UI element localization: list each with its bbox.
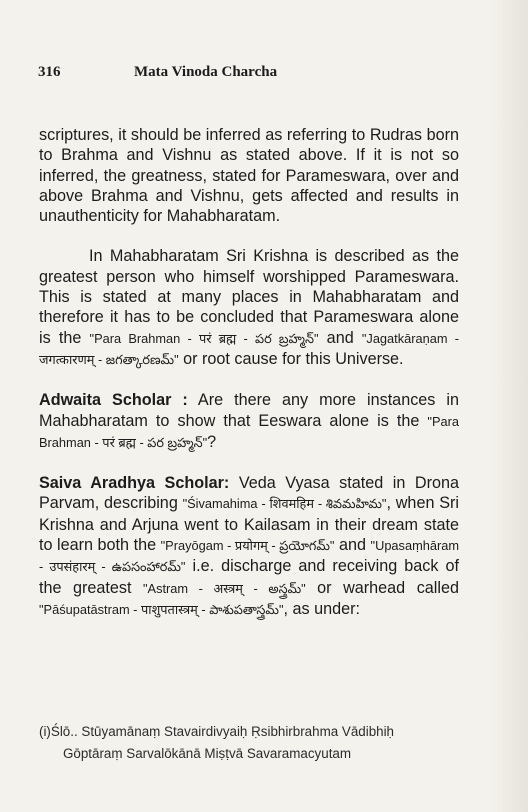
para2-text-3: or root cause for this Universe. [178, 349, 404, 368]
para4-text-3: and [334, 536, 371, 555]
page-edge-shadow [490, 0, 528, 812]
para4-text-5: or warhead called [305, 578, 459, 597]
page-header [38, 64, 488, 86]
term-jagatkaranam: "Jagatkāraṇam - जगत्कारणम् - జగత్కారణమ్" [39, 330, 460, 367]
term-pasupatastram: "Pāśupatāstram - पाशुपतास्त्रम् - పాశుపతాస్త్రమ్" [39, 601, 284, 617]
paragraph-2 [39, 246, 459, 370]
term-prayogam: "Prayōgam - प्रयोगम् - ప్రయోగమ్" [160, 538, 335, 554]
term-sivamahima: "Śivamahima - शिवमहिम - శివమహిమ" [182, 496, 387, 512]
term-upasamharam: "Upasaṃhāram - उपसंहारम् - ఉపసంహారమ్" [39, 538, 459, 575]
para3-text-1: Are there any more instances in Mahabharatam to show that Eeswara alone is the [39, 391, 459, 430]
para4-text-1: Veda Vyasa stated in Drona Parvam, describing [39, 474, 459, 513]
page-number: 316 [38, 64, 61, 80]
para4-text-4: i.e. discharge and receiving back of the greatest [39, 557, 460, 597]
speaker-saiva: Saiva Aradhya Scholar: [39, 474, 230, 493]
verse-block [39, 721, 479, 765]
para2-text-2: and [318, 328, 362, 347]
term-para-brahman-2: "Para Brahman - परं ब्रह्म - పర బ్రహ్మన్" [39, 413, 459, 450]
paragraph-3 [39, 390, 459, 453]
body-text [39, 125, 459, 620]
verse-line-2: Gōptāraṃ Sarvalōkānā Miṣṭvā Savaramacyutam [63, 746, 352, 761]
para4-text-6: , as under: [283, 599, 360, 618]
paragraph-4 [39, 473, 459, 620]
term-astram: "Astram - अस्त्रम् - అస్త్రమ్" [143, 580, 306, 596]
running-title: Mata Vinoda Charcha [134, 64, 278, 80]
speaker-adwaita: Adwaita Scholar : [39, 391, 188, 410]
verse-line-1: (i)Ślō.. Stūyamānaṃ Stavairdivyaiḥ Ṛsibhirbrahma Vādibhiḥ [39, 724, 395, 739]
paragraph-1: scriptures, it should be inferred as referring to Rudras born to Brahma and Vishnu as stated above. If it is not so inferred, the greatness, stated for Parameswara, over and above Brahma and Vishnu, gets affected and results in unauthenticity for Mahabharatam. [39, 126, 459, 226]
para2-text-1: In Mahabharatam Sri Krishna is described as the greatest person who himself worshipped Parameswara. This is stated at many places in Mahabharatam and therefore it has to be concluded that Parameswara alone is the [39, 247, 459, 347]
para4-text-2: , when Sri Krishna and Arjuna went to Kailasam in their dream state to learn both the [39, 494, 459, 555]
term-para-brahman: "Para Brahman - परं ब्रह्म - పర బ్రహ్మన్" [89, 330, 319, 346]
para3-text-2: ? [207, 432, 217, 451]
